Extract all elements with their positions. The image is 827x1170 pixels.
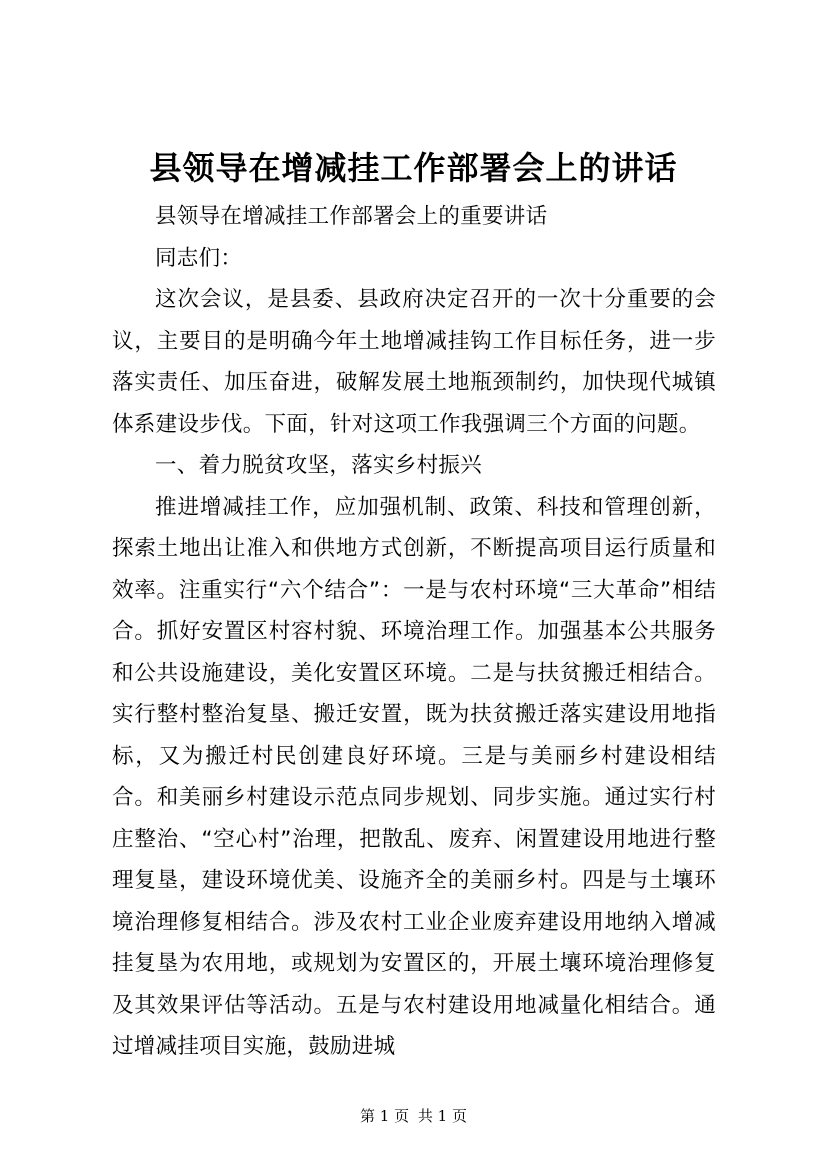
- document-body: [112, 196, 716, 1068]
- salutation: 同志们：: [155, 245, 243, 271]
- page-footer: [0, 1106, 827, 1126]
- paragraph-intro: 这次会议，是县委、县政府决定召开的一次十分重要的会议，主要目的是明确今年土地增减挂钩工作目标任务，进一步落实责任、加压奋进，破解发展土地瓶颈制约，加快现代城镇体系建设步伐。下面，针对这项工作我强调三个方面的问题。: [112, 287, 716, 437]
- document-title: 县领导在增减挂工作部署会上的讲话: [149, 149, 678, 187]
- paragraph-section-1: 推进增减挂工作，应加强机制、政策、科技和管理创新，探索土地出让准入和供地方式创新，不断提高项目运行质量和效率。注重实行“六个结合”：一是与农村环境“三大革命”相结合。抓好安置区村容村貌、环境治理工作。加强基本公共服务和公共设施建设，美化安置区环境。二是与扶贫搬迁相结合。实行整村整治复垦、搬迁安置，既为扶贫搬迁落实建设用地指标，又为搬迁村民创建良好环境。三是与美丽乡村建设相结合。和美丽乡村建设示范点同步规划、同步实施。通过实行村庄整治、“空心村”治理，把散乱、废弃、闲置建设用地进行整理复垦，建设环境优美、设施齐全的美丽乡村。四是与土壤环境治理修复相结合。涉及农村工业企业废弃建设用地纳入增减挂复垦为农用地，或规划为安置区的，开展土壤环境治理修复及其效果评估等活动。五是与农村建设用地减量化相结合。通过增减挂项目实施，鼓励进城: [112, 494, 716, 1059]
- subtitle-line: 县领导在增减挂工作部署会上的重要讲话: [155, 204, 548, 229]
- page-total: 共 1 页: [417, 1107, 467, 1125]
- section-heading-1: 一、着力脱贫攻坚，落实乡村振兴: [155, 453, 483, 478]
- page-number: 第 1 页: [360, 1107, 410, 1125]
